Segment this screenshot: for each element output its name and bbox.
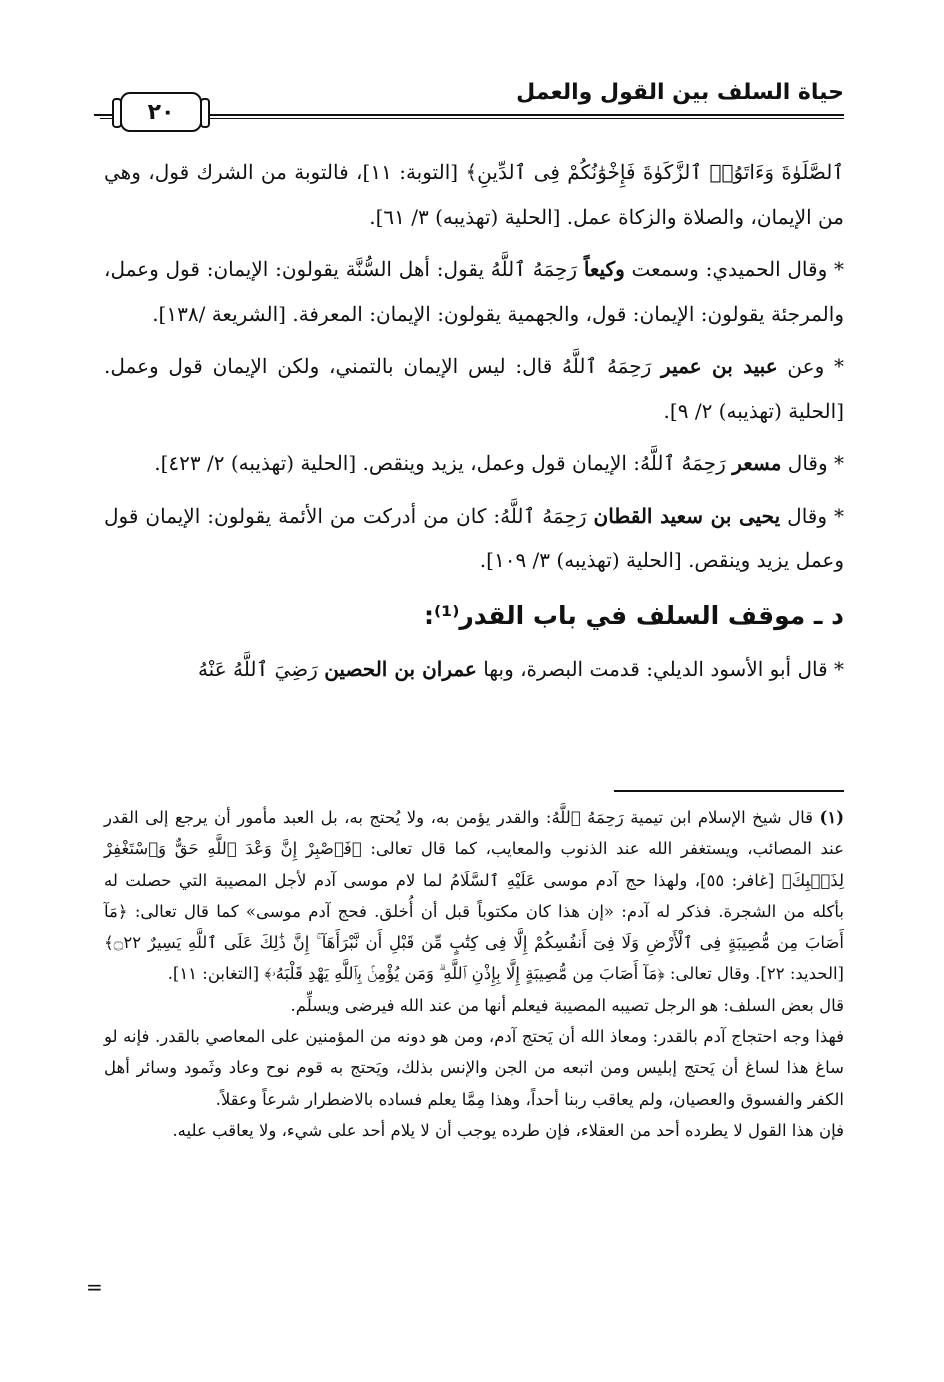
paragraph-abu-aswad <box>104 647 844 692</box>
text-run: رَحِمَهُ ٱللَّهُ: الإيمان قول وعمل، يزيد وينقص. [الحلية (تهذيبه) ٢/ ٤٢٣]. <box>154 451 733 475</box>
text-run: * وقال <box>781 451 844 475</box>
page-header <box>100 78 844 128</box>
text-run: رَحِمَهُ ٱللَّهُ قال: ليس الإيمان بالتمني، ولكن الإيمان قول وعمل. [الحلية (تهذيبه) ٢/ ٩]. <box>104 354 844 423</box>
footnote-paragraph: فإن هذا القول لا يطرده أحد من العقلاء، فإن طرده يوجب أن لا يلام أحد على شيء، ولا يعاقب عليه. <box>172 1120 844 1140</box>
text-run: * قال أبو الأسود الديلي: قدمت البصرة، وبها <box>476 656 844 681</box>
footnote-paragraph: فهذا وجه احتجاج آدم بالقدر: ومعاذ الله أن يَحتج آدم، ومن هو دونه من المؤمنين على المعاصي بالقدر. فإنه لو ساغ هذا لساغ أن يَحتج إبليس ومن اتبعه من الجن والإنس بذلك، ويَحتج به قوم نوح وعاد وثَمود وسائر أهل الكفر والفسوق والعصيان، ولم يعاقب ربنا أحداً، وهذا مِمَّا يعلم فساده بالاضطرار شرعاً وعقلاً. <box>104 1027 844 1109</box>
page-number: ٢٠ <box>147 99 175 125</box>
paragraph-misar <box>104 441 844 486</box>
paragraph-yahya <box>104 494 844 583</box>
narrator-name: وكيعاً <box>583 257 625 281</box>
text-run: رَحِمَهُ ٱللَّهُ يقول: أهل السُّنَّة يقولون: الإيمان: قول وعمل، والمرجئة يقولون: الإيمان: قول، والجهمية يقولون: الإيمان: المعرفة. [الشريعة /١٣٨]. <box>104 257 844 326</box>
text-run: * وقال <box>780 503 844 528</box>
paragraph-ubaid <box>104 344 844 433</box>
text-run: * وقال الحميدي: وسمعت <box>624 257 845 281</box>
narrator-name: عمران بن الحصين <box>324 656 477 681</box>
main-text <box>104 150 844 699</box>
header-corner-rule <box>94 114 114 116</box>
section-heading: د ـ موقف السلف في باب القدر⁽¹⁾: <box>424 600 844 630</box>
text-run: رَحِمَهُ ٱللَّهُ: كان من أدركت من الأئمة يقولون: الإيمان قول وعمل يزيد وينقص. [الحلية (تهذيبه) ٣/ ١٠٩]. <box>104 503 844 572</box>
footnote-separator <box>614 790 844 792</box>
paragraph-humaidi <box>104 247 844 336</box>
footnote-paragraph <box>104 802 844 990</box>
footnote-marker: (١) <box>819 808 844 827</box>
narrator-name: عبيد بن عمير <box>661 354 778 378</box>
footnote-paragraph: قال بعض السلف: هو الرجل تصيبه المصيبة فيعلم أنها من عند الله فيرضى ويسلِّم. <box>290 995 844 1015</box>
text-run: رَضِيَ ٱللَّهُ عَنْهُ <box>197 656 325 681</box>
header-rule-thin <box>100 118 844 119</box>
running-title: حياة السلف بين القول والعمل <box>516 80 844 105</box>
text-run: * وعن <box>777 354 845 378</box>
footnote <box>104 802 844 1146</box>
narrator-name: مسعر <box>732 451 782 475</box>
narrator-name: يحيى بن سعيد القطان <box>593 503 781 528</box>
footnote-continuation-mark: = <box>86 1275 103 1299</box>
footnote-text: قال شيخ الإسلام ابن تيمية رَحِمَهُ ٱللَّهُ: والقدر يؤمن به، ولا يُحتج به، بل العبد مأمور أن يرجع إلى القدر عند المصائب، ويستغفر الله عند الذنوب والمعايب، كما قال تعالى: ﴿فَٱصْبِرْ إِنَّ وَعْدَ ٱللَّهِ حَقٌّ وَٱسْتَغْفِرْ لِذَنۢبِكَ﴾ [غافر: ٥٥]، ولهذا حج آدم موسى عَلَيْهِ ٱلسَّلَامُ لما لام موسى آدم لأجل المصيبة التي حصلت له بأكله من الشجرة. فذكر له آدم: «إن هذا كان مكتوباً قبل أن أُخلق. فحج آدم موسى» كما قال تعالى: ﴿مَآ أَصَابَ مِن مُّصِيبَةٍ فِى ٱلْأَرْضِ وَلَا فِىٓ أَنفُسِكُمْ إِلَّا فِى كِتَٰبٍ مِّن قَبْلِ أَن نَّبْرَأَهَآ ۚ إِنَّ ذَٰلِكَ عَلَى ٱللَّهِ يَسِيرٌ ۝٢٢﴾ [الحديد: ٢٢]. وقال تعالى: ﴿مَآ أَصَابَ مِن مُّصِيبَةٍ إِلَّا بِإِذْنِ ٱللَّهِ ۗ وَمَن يُؤْمِنۢ بِٱللَّهِ يَهْدِ قَلْبَهُۥ﴾ [التغابن: ١١]. <box>104 808 844 984</box>
paragraph-quran-continuation: ٱلصَّلَوٰةَ وَءَاتَوُا۟ ٱلزَّكَوٰةَ فَإِخْوَٰنُكُمْ فِى ٱلدِّينِ﴾ [التوبة: ١١]، فالتوبة من الشرك قول، وهي من الإيمان، والصلاة والزكاة عمل. [الحلية (تهذيبه) ٣/ ٦١]. <box>104 160 845 229</box>
header-rule <box>100 114 844 116</box>
page-number-frame <box>120 92 202 132</box>
